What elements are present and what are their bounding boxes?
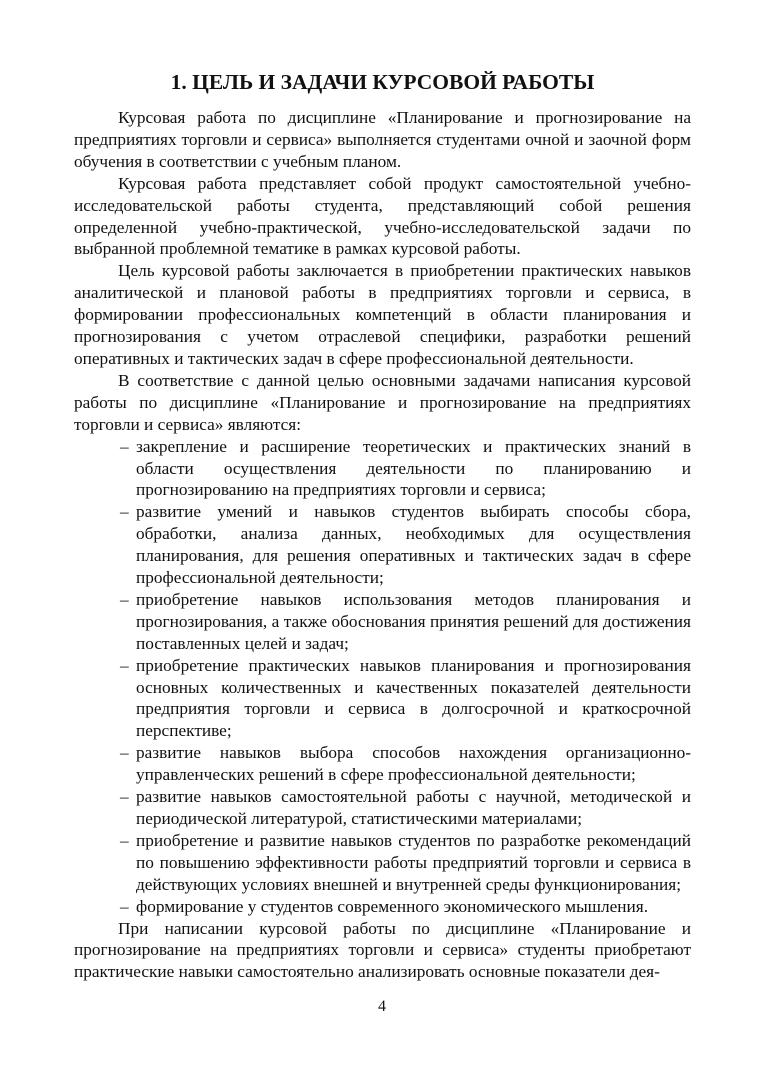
page-number: 4 <box>378 998 386 1015</box>
dash-marker: – <box>120 436 129 456</box>
list-item <box>74 896 691 918</box>
dash-marker: – <box>120 589 129 609</box>
list-item-text: приобретение практических навыков планирования и прогнозирования основных количественных и качественных показателей деятельности предприятия торговли и сервиса в долгосрочной и краткосрочной перспективе; <box>136 655 691 741</box>
dash-marker: – <box>120 502 129 522</box>
list-item <box>74 786 691 830</box>
list-item-text: приобретение и развитие навыков студентов по разработке рекомендаций по повышению эффективности работы предприятий торговли и сервиса в действующих условиях внешней и внутренней среды функционирования; <box>136 830 691 894</box>
paragraph: Курсовая работа представляет собой продукт самостоятельной учебно-исследовательской работы студента, представляющий собой решения определенной учебно-практической, учебно-исследовательской задачи по выбранной проблемной тематике в рамках курсовой работы. <box>74 173 691 259</box>
list-item <box>74 742 691 786</box>
list-item-text: приобретение навыков использования методов планирования и прогнозирования, а также обоснования принятия решений для достижения поставленных целей и задач; <box>136 589 691 653</box>
list-item-text: формирование у студентов современного экономического мышления. <box>136 896 649 916</box>
dash-marker: – <box>120 655 129 675</box>
list-item <box>74 830 691 896</box>
list-item <box>74 501 691 589</box>
list-item <box>74 436 691 502</box>
paragraph: В соответствие с данной целью основными задачами написания курсовой работы по дисциплине «Планирование и прогнозирование на предприятиях торговли и сервиса» являются: <box>74 370 691 434</box>
list-item-text: развитие навыков самостоятельной работы с научной, методической и периодической литературой, статистическими материалами; <box>136 787 691 828</box>
task-list <box>74 436 691 918</box>
list-item-text: развитие умений и навыков студентов выбирать способы сбора, обработки, анализа данных, необходимых для осуществления планирования, для решения оперативных и тактических задач в сфере профессиональной деятельности; <box>136 502 691 588</box>
paragraph: При написании курсовой работы по дисциплине «Планирование и прогнозирование на предприятиях торговли и сервиса» студенты приобретают практические навыки самостоятельно анализировать основные показатели дея- <box>74 918 691 982</box>
section-title: 1. ЦЕЛЬ И ЗАДАЧИ КУРСОВОЙ РАБОТЫ <box>170 70 595 94</box>
paragraph: Курсовая работа по дисциплине «Планирование и прогнозирование на предприятиях торговли и сервиса» выполняется студентами очной и заочной форм обучения в соответствии с учебным планом. <box>74 108 691 171</box>
list-item <box>74 655 691 743</box>
list-item <box>74 589 691 655</box>
dash-marker: – <box>120 830 129 850</box>
paragraph: Цель курсовой работы заключается в приобретении практических навыков аналитической и плановой работы в предприятиях торговли и сервиса, в формировании профессиональных компетенций в области планирования и прогнозирования с учетом отраслевой специфики, разработки решений оперативных и тактических задач в сфере профессиональной деятельности. <box>74 261 691 368</box>
dash-marker: – <box>120 787 129 807</box>
dash-marker: – <box>120 896 129 916</box>
body-text <box>74 107 691 983</box>
list-item-text: закрепление и расширение теоретических и практических знаний в области осуществления деятельности по планированию и прогнозированию на предприятиях торговли и сервиса; <box>136 436 691 500</box>
list-item-text: развитие навыков выбора способов нахождения организационно-управленческих решений в сфере профессиональной деятельности; <box>136 743 691 785</box>
dash-marker: – <box>120 743 129 763</box>
